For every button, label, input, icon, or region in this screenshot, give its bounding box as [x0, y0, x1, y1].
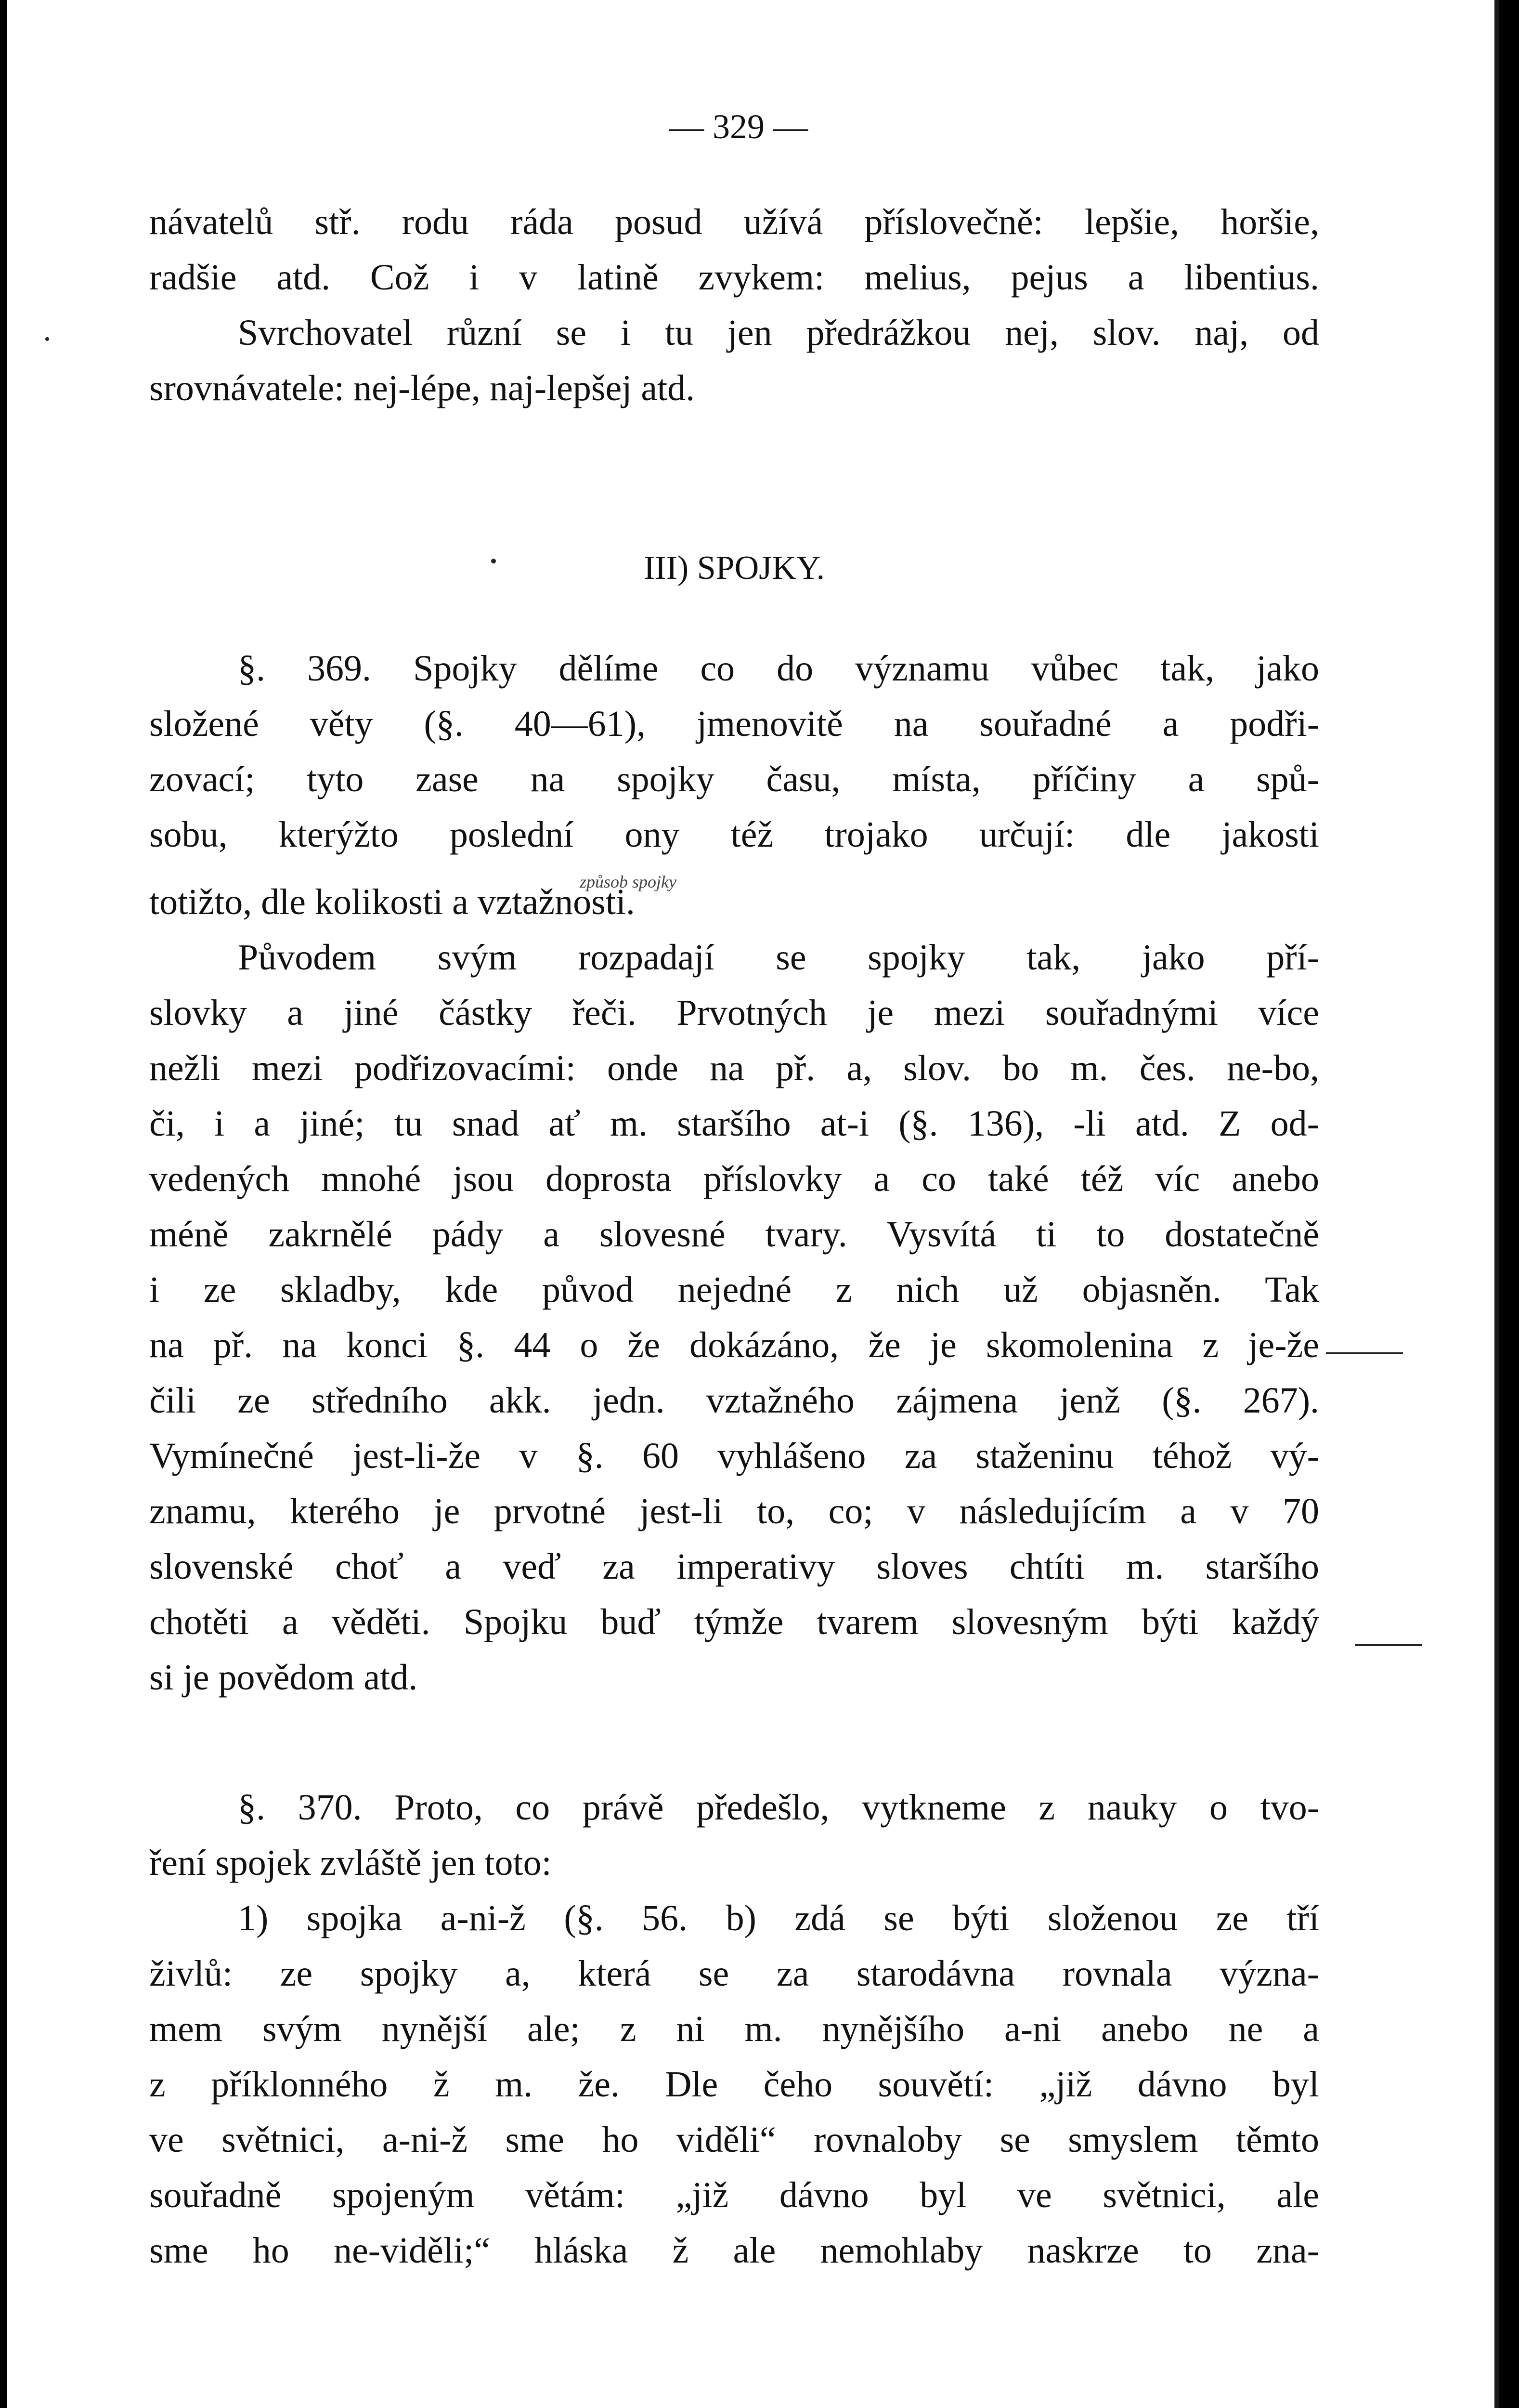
text-line: živlů: ze spojky a, která se za starodávna rovnala význa- [149, 1953, 1319, 1994]
text-line: i ze skladby, kde původ nejedné z nich už objasněn. Tak [149, 1269, 1319, 1310]
text-line: vedených mnohé jsou doprosta příslovky a co také též víc anebo [149, 1159, 1319, 1199]
text-line: Svrchovatel různí se i tu jen předrážkou nej, slov. naj, od [238, 313, 1319, 353]
text-line: sme ho ne-viděli;“ hláska ž ale nemohlaby naskrze to zna- [149, 2230, 1319, 2271]
text-line: §. 369. Spojky dělíme co do významu vůbec tak, jako [238, 648, 1319, 689]
text-line: či, i a jiné; tu snad ať m. staršího at-i (§. 136), -li atd. Z od- [149, 1103, 1319, 1144]
text-line: mem svým nynější ale; z ni m. nynějšího a-ni anebo ne a [149, 2009, 1319, 2049]
text-line: méně zakrnělé pády a slovesné tvary. Vysvítá ti to dostatečně [149, 1214, 1319, 1255]
text-line: na př. na konci §. 44 o že dokázáno, že je skomolenina z je-že [149, 1325, 1319, 1365]
stray-dot [491, 559, 496, 563]
text-line: slovenské choť a veď za imperativy sloves chtíti m. staršího [149, 1546, 1319, 1587]
text-line: si je povědom atd. [149, 1657, 418, 1698]
text-line: zovací; tyto zase na spojky času, místa, příčiny a spů- [149, 759, 1319, 799]
text-line: čili ze středního akk. jedn. vztažného zájmena jenž (§. 267). [149, 1380, 1319, 1421]
text-line: znamu, kterého je prvotné jest-li to, co; v následujícím a v 70 [149, 1491, 1319, 1531]
book-page [7, 0, 1499, 2408]
margin-mark [1326, 1352, 1403, 1354]
text-line: totižto, dle kolikosti a vztažnosti. [149, 882, 635, 922]
text-line: složené věty (§. 40—61), jmenovitě na souřadné a podři- [149, 704, 1319, 744]
text-line: Vymínečné jest-li-že v §. 60 vyhlášeno za staženinu téhož vý- [149, 1436, 1319, 1476]
text-line: nežli mezi podřizovacími: onde na př. a, slov. bo m. čes. ne-bo, [149, 1048, 1319, 1088]
text-line: slovky a jiné částky řeči. Prvotných je mezi souřadnými více [149, 993, 1319, 1033]
handwritten-annotation: způsob spojky [580, 872, 676, 891]
text-line: souřadně spojeným větám: „již dávno byl ve světnici, ale [149, 2175, 1319, 2215]
text-line: radšie atd. Což i v latině zvykem: melius, pejus a libentius. [149, 257, 1319, 298]
section-heading: III) SPOJKY. [644, 550, 825, 587]
text-line: §. 370. Proto, co právě předešlo, vytkneme z nauky o tvo- [238, 1787, 1319, 1828]
text-line: chotěti a věděti. Spojku buď týmže tvarem slovesným býti každý [149, 1602, 1319, 1642]
text-line: ření spojek zvláště jen toto: [149, 1843, 552, 1883]
stray-dot [45, 337, 49, 341]
page-number: — 329 — [669, 107, 808, 146]
text-line: srovnávatele: nej-lépe, naj-lepšej atd. [149, 368, 695, 408]
text-line: sobu, kterýžto poslední ony též trojako určují: dle jakosti [149, 814, 1319, 855]
margin-mark [1355, 1644, 1422, 1646]
text-line: Původem svým rozpadají se spojky tak, jako pří- [238, 937, 1319, 978]
text-line: ve světnici, a-ni-ž sme ho viděli“ rovnaloby se smyslem těmto [149, 2120, 1319, 2160]
text-line: návatelů stř. rodu ráda posud užívá příslovečně: lepšie, horšie, [149, 202, 1319, 242]
text-line: 1) spojka a-ni-ž (§. 56. b) zdá se býti složenou ze tří [238, 1898, 1319, 1938]
text-line: z příklonného ž m. že. Dle čeho souvětí: „již dávno byl [149, 2064, 1319, 2105]
